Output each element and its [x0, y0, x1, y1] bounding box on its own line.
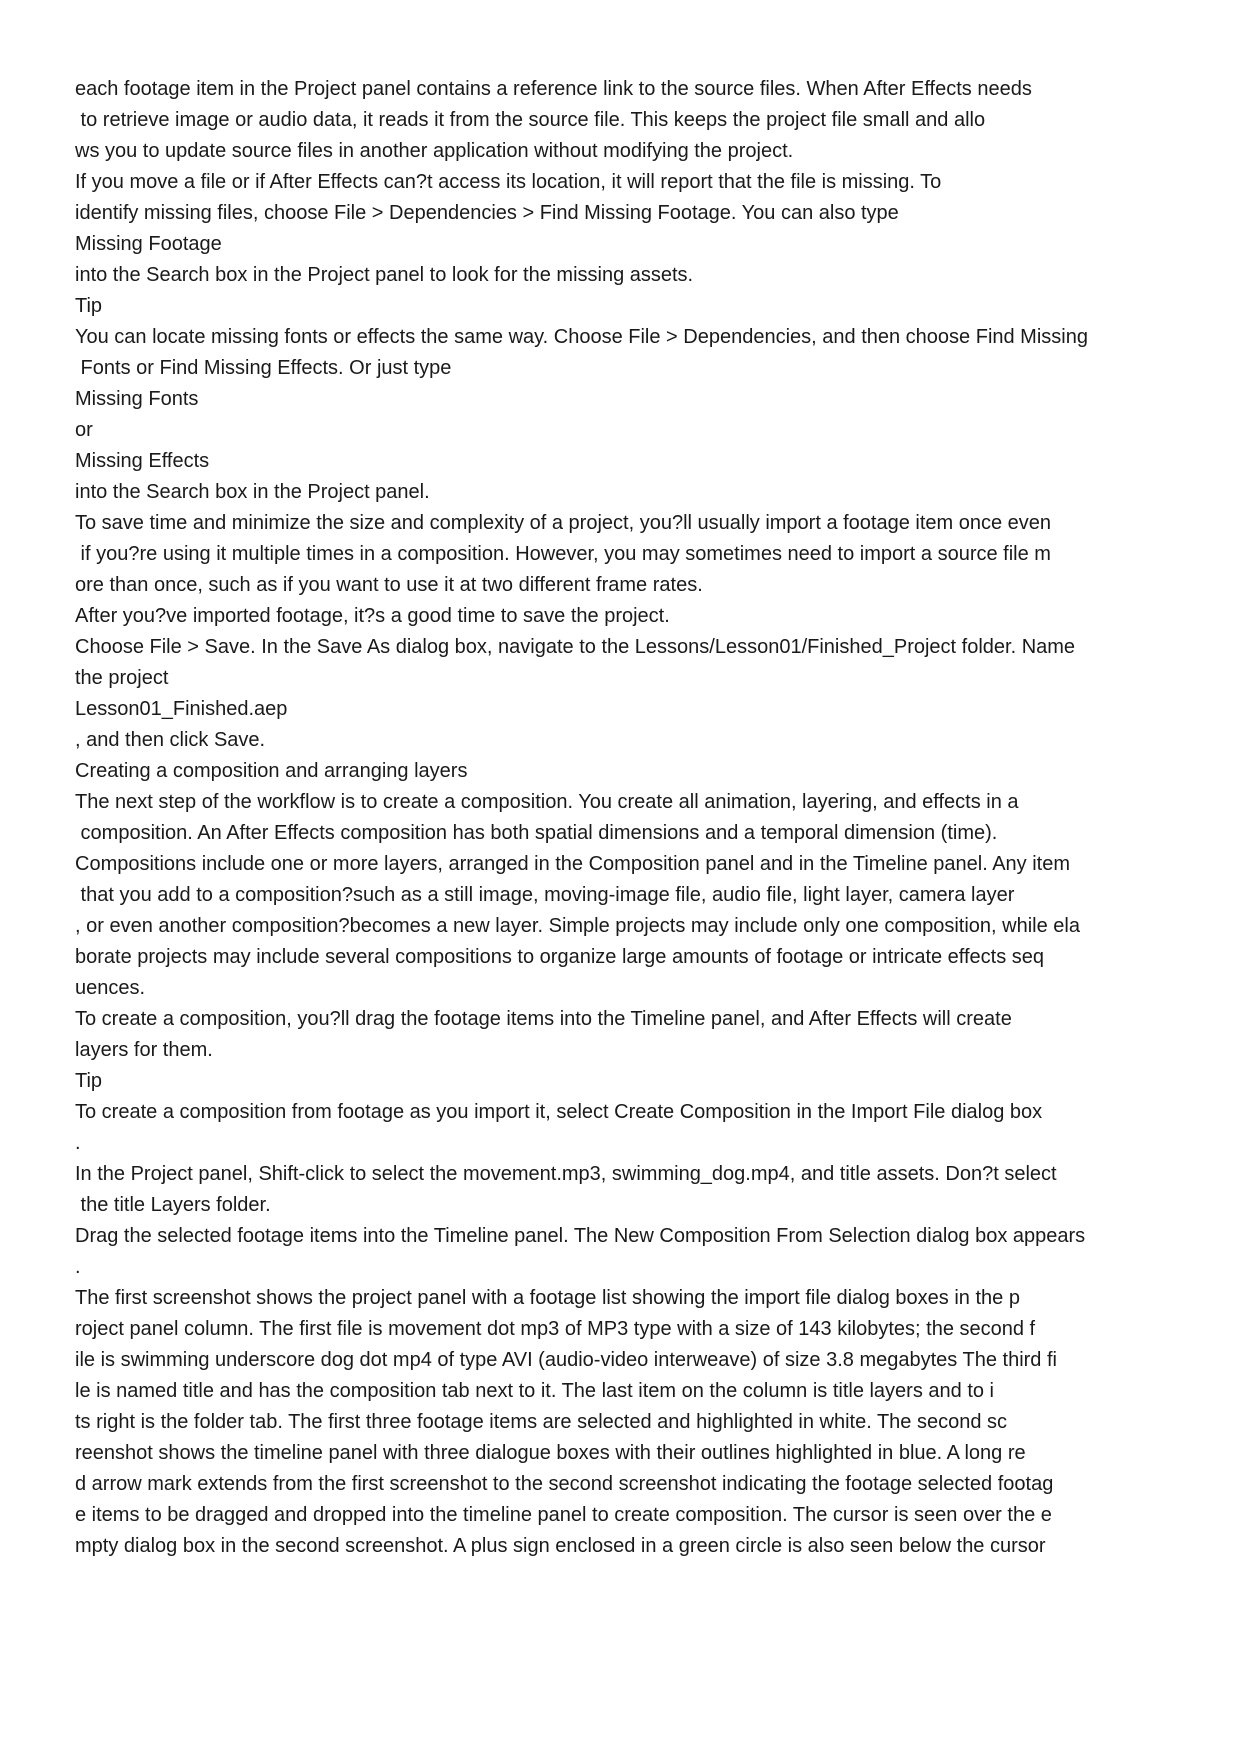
text-line: each footage item in the Project panel contains a reference link to the source files. When After Effects needs — [75, 78, 1032, 100]
text-line: mpty dialog box in the second screenshot. A plus sign enclosed in a green circle is also seen below the cursor — [75, 1535, 1046, 1557]
text-line: Tip — [75, 295, 103, 317]
text-line: or — [75, 419, 93, 441]
text-line: if you?re using it multiple times in a composition. However, you may sometimes need to import a source file m — [75, 543, 1051, 565]
text-line: layers for them. — [75, 1039, 213, 1061]
text-line: , or even another composition?becomes a new layer. Simple projects may include only one composition, while ela — [75, 915, 1080, 937]
text-line: In the Project panel, Shift-click to select the movement.mp3, swimming_dog.mp4, and title assets. Don?t select — [75, 1163, 1057, 1185]
text-line: into the Search box in the Project panel. — [75, 481, 430, 503]
text-line: borate projects may include several compositions to organize large amounts of footage or intricate effects seq — [75, 946, 1045, 968]
text-line: composition. An After Effects composition has both spatial dimensions and a temporal dimension (time). — [75, 822, 998, 844]
text-line: After you?ve imported footage, it?s a good time to save the project. — [75, 605, 670, 627]
text-line: ore than once, such as if you want to use it at two different frame rates. — [75, 574, 703, 596]
text-line: to retrieve image or audio data, it reads it from the source file. This keeps the project file small and allo — [75, 109, 986, 131]
text-line: The next step of the workflow is to create a composition. You create all animation, layering, and effects in a — [75, 791, 1019, 813]
text-line: e items to be dragged and dropped into the timeline panel to create composition. The cursor is seen over the e — [75, 1504, 1052, 1526]
text-line: Choose File > Save. In the Save As dialog box, navigate to the Lessons/Lesson01/Finished_Project folder. Name — [75, 636, 1076, 658]
text-line: . — [75, 1132, 81, 1154]
text-line: You can locate missing fonts or effects the same way. Choose File > Dependencies, and then choose Find Missing — [75, 326, 1088, 348]
text-line: Drag the selected footage items into the Timeline panel. The New Composition From Selection dialog box appears — [75, 1225, 1086, 1247]
text-line: Compositions include one or more layers, arranged in the Composition panel and in the Timeline panel. Any item — [75, 853, 1070, 875]
text-line: If you move a file or if After Effects can?t access its location, it will report that the file is missing. To — [75, 171, 942, 193]
text-line: the project — [75, 667, 169, 689]
text-line: To save time and minimize the size and complexity of a project, you?ll usually import a footage item once even — [75, 512, 1052, 534]
text-line: , and then click Save. — [75, 729, 266, 751]
text-line: that you add to a composition?such as a still image, moving-image file, audio file, light layer, camera layer — [75, 884, 1015, 906]
text-line: To create a composition from footage as you import it, select Create Composition in the Import File dialog box — [75, 1101, 1043, 1123]
text-line: Lesson01_Finished.aep — [75, 698, 288, 720]
text-line: Creating a composition and arranging layers — [75, 760, 468, 782]
text-line: Missing Footage — [75, 233, 222, 255]
text-line: . — [75, 1256, 81, 1278]
text-line: ws you to update source files in another application without modifying the project. — [75, 140, 794, 162]
text-line: uences. — [75, 977, 146, 999]
text-line: d arrow mark extends from the first screenshot to the second screenshot indicating the footage selected footag — [75, 1473, 1054, 1495]
text-line: Tip — [75, 1070, 103, 1092]
text-line: ts right is the folder tab. The first three footage items are selected and highlighted in white. The second sc — [75, 1411, 1008, 1433]
text-line: ile is swimming underscore dog dot mp4 of type AVI (audio-video interweave) of size 3.8 megabytes The third fi — [75, 1349, 1057, 1371]
text-line: the title Layers folder. — [75, 1194, 271, 1216]
text-line: reenshot shows the timeline panel with three dialogue boxes with their outlines highlighted in blue. A long re — [75, 1442, 1026, 1464]
text-line: Missing Effects — [75, 450, 210, 472]
text-line: The first screenshot shows the project panel with a footage list showing the import file dialog boxes in the p — [75, 1287, 1020, 1309]
text-line: Missing Fonts — [75, 388, 199, 410]
text-line: le is named title and has the composition tab next to it. The last item on the column is title layers and to i — [75, 1380, 995, 1402]
text-line: identify missing files, choose File > Dependencies > Find Missing Footage. You can also type — [75, 202, 899, 224]
text-line: roject panel column. The first file is movement dot mp3 of MP3 type with a size of 143 kilobytes; the second f — [75, 1318, 1036, 1340]
text-line: Fonts or Find Missing Effects. Or just type — [75, 357, 452, 379]
text-line: into the Search box in the Project panel to look for the missing assets. — [75, 264, 694, 286]
document-page — [75, 74, 1195, 1562]
text-line: To create a composition, you?ll drag the footage items into the Timeline panel, and After Effects will create — [75, 1008, 1012, 1030]
